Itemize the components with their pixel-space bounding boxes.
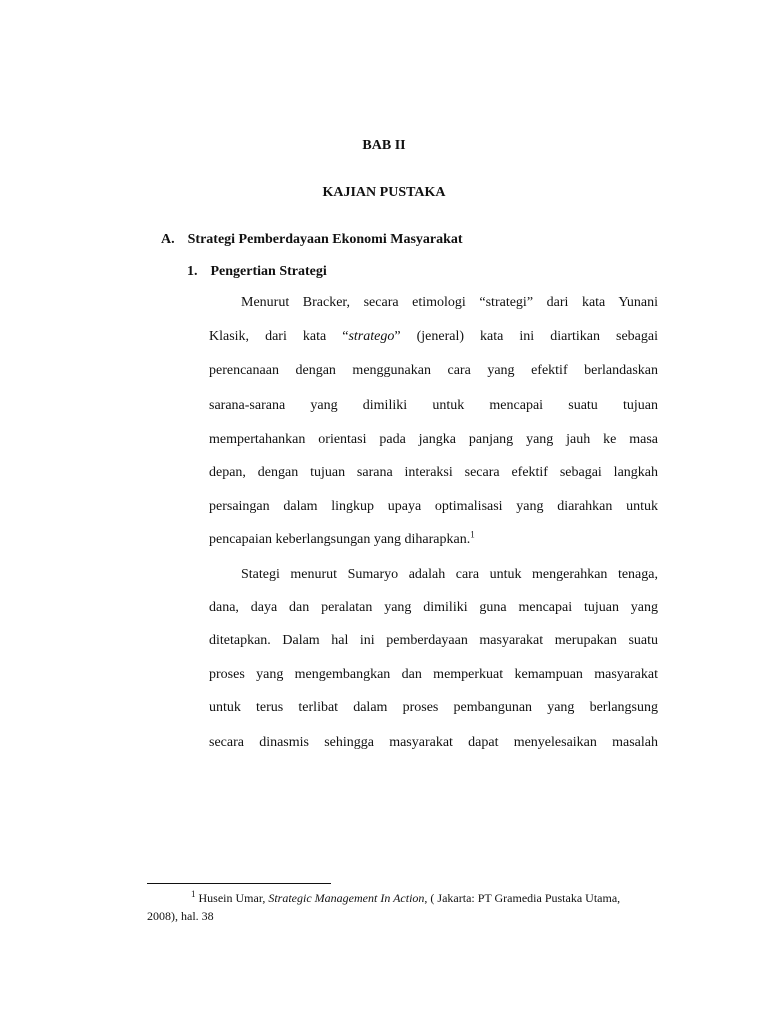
paragraph1-line8: [209, 531, 658, 549]
paragraph2-line5: untuk terus terlibat dalam proses pembangunan yang berlangsung: [209, 700, 658, 715]
subsection-heading: [187, 264, 327, 280]
paragraph1-line6: depan, dengan tujuan sarana interaksi secara efektif sebagai langkah: [209, 465, 658, 480]
footnote-reference[interactable]: 1: [470, 529, 475, 540]
paragraph1-line4: sarana-sarana yang dimiliki untuk mencapai suatu tujuan: [209, 398, 658, 413]
paragraph1-line5: mempertahankan orientasi pada jangka panjang yang jauh ke masa: [209, 432, 658, 447]
footnote-author: Husein Umar,: [195, 891, 269, 905]
paragraph1-line2-italic: stratego: [348, 329, 395, 344]
footnote-number: 1: [191, 889, 196, 899]
footnote-separator: [147, 883, 331, 884]
footnote-book-title: Strategic Management In Action: [268, 891, 425, 905]
paragraph1-line8-text: pencapaian keberlangsungan yang diharapkan.: [209, 532, 471, 547]
paragraph1-line7: persaingan dalam lingkup upaya optimalisasi yang diarahkan untuk: [209, 499, 658, 514]
footnote-line2: 2008), hal. 38: [147, 909, 214, 923]
paragraph2-line1: Stategi menurut Sumaryo adalah cara untuk mengerahkan tenaga,: [241, 567, 658, 582]
paragraph2-line3: ditetapkan. Dalam hal ini pemberdayaan masyarakat merupakan suatu: [209, 633, 658, 648]
chapter-title: KAJIAN PUSTAKA: [322, 185, 446, 200]
paragraph2-line4: proses yang mengembangkan dan memperkuat kemampuan masyarakat: [209, 667, 658, 682]
paragraph1-line2-pre: Klasik, dari kata “: [209, 329, 349, 344]
paragraph1-line2: [209, 328, 658, 346]
footnote-line1: [191, 891, 620, 905]
footnote-publisher: , ( Jakarta: PT Gramedia Pustaka Utama,: [424, 891, 621, 905]
section-marker: A.: [161, 232, 175, 247]
paragraph1-line2-post: ” (jeneral) kata ini diartikan sebagai: [394, 329, 658, 344]
subsection-title: Pengertian Strategi: [210, 264, 327, 279]
subsection-marker: 1.: [187, 264, 198, 279]
paragraph1-line3: perencanaan dengan menggunakan cara yang efektif berlandaskan: [209, 363, 658, 378]
paragraph2-line2: dana, daya dan peralatan yang dimiliki guna mencapai tujuan yang: [209, 600, 658, 615]
section-title: Strategi Pemberdayaan Ekonomi Masyarakat: [187, 232, 463, 247]
paragraph1-line1: Menurut Bracker, secara etimologi “strategi” dari kata Yunani: [241, 295, 658, 310]
section-heading: [161, 232, 463, 248]
chapter-number: BAB II: [362, 138, 406, 153]
paragraph2-line6: secara dinasmis sehingga masyarakat dapat menyelesaikan masalah: [209, 735, 658, 750]
